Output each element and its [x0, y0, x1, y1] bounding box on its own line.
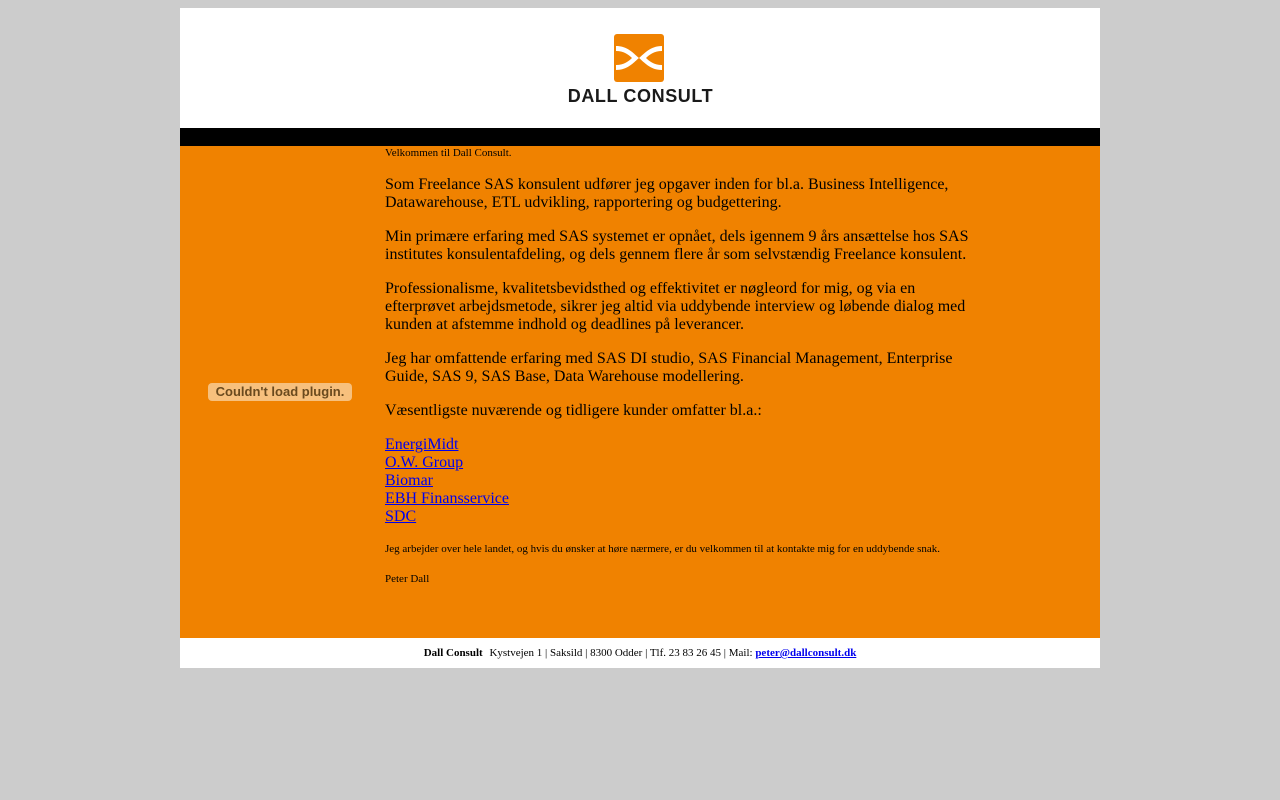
page — [180, 8, 1100, 668]
paragraph-experience: Min primære erfaring med SAS systemet er opnået, dels igennem 9 års ansættelse hos SAS institutes konsulentafdeling, og dels gennem flere år som selvstændig Freelance konsulent. — [385, 228, 969, 263]
footer-company: Dall Consult — [423, 647, 483, 659]
customer-link-energimidt[interactable]: EnergiMidt — [385, 436, 459, 453]
logo-mark-icon — [614, 34, 664, 82]
signature: Peter Dall — [385, 573, 430, 585]
contact-note: Jeg arbejder over hele landet, og hvis du ønsker at høre nærmere, er du velkommen til at kontakte mig for en uddybende snak. — [385, 543, 941, 555]
paragraph-intro: Som Freelance SAS konsulent udfører jeg opgaver inden for bl.a. Business Intelligence, Datawarehouse, ETL udvikling, rapportering og budgettering. — [385, 176, 949, 211]
paragraph-customers-intro: Væsentligste nuværende og tidligere kunder omfatter bl.a.: — [385, 402, 762, 419]
customer-link-ebh-finansservice[interactable]: EBH Finansservice — [385, 490, 509, 507]
customer-link-ow-group[interactable]: O.W. Group — [385, 454, 464, 471]
customer-links — [385, 436, 975, 526]
footer — [180, 638, 1100, 668]
header — [180, 8, 1100, 128]
plugin-error-message[interactable]: Couldn't load plugin. — [208, 383, 352, 401]
footer-address: Kystvejen 1 | Saksild | 8300 Odder | Tlf. 23 83 26 45 | Mail: — [489, 647, 753, 659]
footer-email-link[interactable]: peter@dallconsult.dk — [755, 647, 857, 659]
customer-link-biomar[interactable]: Biomar — [385, 472, 433, 489]
paragraph-skills: Jeg har omfattende erfaring med SAS DI studio, SAS Financial Management, Enterprise Guide, SAS 9, SAS Base, Data Warehouse modellering. — [385, 350, 953, 385]
logo — [553, 34, 728, 104]
header-divider-bar — [180, 128, 1100, 146]
welcome-text: Velkommen til Dall Consult. — [385, 147, 512, 159]
paragraph-professionalism: Professionalisme, kvalitetsbevidsthed og effektivitet er nøgleord for mig, og via en efterprøvet arbejdsmetode, sikrer jeg altid via uddybende interview og løbende dialog med kunden at afstemme indhold og deadlines på leverancer. — [385, 280, 966, 333]
customer-link-sdc[interactable]: SDC — [385, 508, 417, 525]
main-content-area — [180, 146, 1100, 638]
article — [385, 146, 975, 586]
logo-text: DALL CONSULT — [567, 86, 714, 106]
